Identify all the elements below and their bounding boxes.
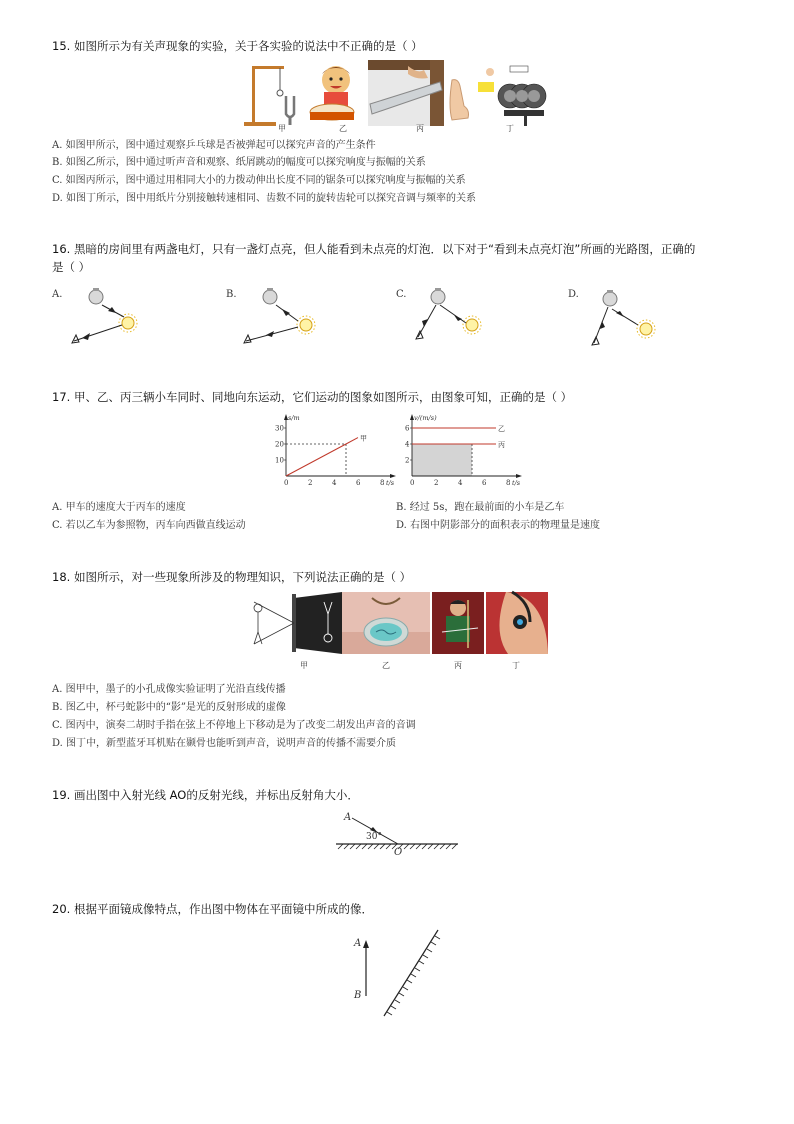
unlit-bulb-icon	[263, 288, 277, 304]
x-axis-label: t/s	[386, 479, 395, 487]
q15-option-b: B. 如图乙所示，图中通过听声音和观察、纸屑跳动的幅度可以探究响度与振幅的关系	[52, 157, 426, 168]
y-tick-label: 20	[275, 440, 284, 449]
hand-image	[446, 76, 476, 122]
q17-option-c: C. 若以乙车为参照物，丙车向西做直线运动	[52, 520, 246, 531]
unlit-bulb-icon	[603, 290, 617, 306]
y-tick-label: 10	[275, 456, 284, 465]
y-tick-label: 2	[405, 456, 410, 465]
series-label: 丙	[498, 441, 505, 449]
q16-option-d-letter: D.	[568, 289, 579, 300]
q18-label-jia: 甲	[300, 661, 308, 670]
q18-label-ding: 丁	[512, 661, 520, 670]
q19-stem: 19. 画出图中入射光线 AO的反射光线，并标出反射角大小．	[52, 788, 359, 802]
lit-bulb-icon	[463, 316, 481, 334]
q16-option-d-diagram	[580, 285, 664, 355]
x-tick-label: 4	[332, 479, 337, 487]
x-tick-label: 0	[284, 479, 289, 487]
y-tick-label: 4	[405, 440, 410, 449]
series-label: 乙	[498, 425, 505, 433]
q15-label-ding: 丁	[506, 124, 514, 133]
q19-figure	[330, 808, 464, 860]
q18-label-bing: 丙	[454, 661, 462, 670]
unlit-bulb-icon	[431, 288, 445, 304]
q15-figure	[240, 58, 558, 134]
q20-figure	[350, 924, 446, 1020]
pinhole-image	[244, 592, 342, 654]
x-tick-label: 2	[434, 479, 439, 487]
series-label: 甲	[360, 434, 367, 443]
q16-diagrams	[52, 285, 742, 355]
q18-option-d: D. 图丁中，新型蓝牙耳机贴在颞骨也能听到声音，说明声音的传播不需要介质	[52, 738, 397, 749]
y-axis-label: s/m	[288, 414, 300, 422]
x-axis-arrow	[516, 474, 522, 478]
q16-option-c-diagram	[406, 285, 490, 351]
x-tick-label: 0	[410, 479, 415, 487]
q15-stem: 15. 如图所示为有关声现象的实验，关于各实验的说法中不正确的是（ ）	[52, 39, 423, 53]
plane-mirror	[384, 930, 438, 1016]
q20-label-a: A	[354, 938, 362, 949]
x-tick-label: 8	[506, 479, 511, 487]
q16-stem-line2: 是（ ）	[52, 260, 91, 274]
y-tick-label: 30	[275, 424, 284, 433]
series-line	[286, 438, 358, 476]
q20-label-b: B	[354, 990, 362, 1001]
q15-label-bing: 丙	[416, 124, 424, 133]
x-tick-label: 6	[482, 479, 487, 487]
q17-option-b: B. 经过 5s，跑在最前面的小车是乙车	[396, 502, 565, 513]
q18-figure	[244, 592, 548, 672]
drum-boy-image	[306, 62, 362, 124]
q15-option-c: C. 如图丙所示，图中通过用相同大小的力拨动伸出长度不同的锯条可以探究响度与振幅的关系	[52, 175, 466, 186]
erhu-player-image	[432, 592, 484, 654]
q17-stem: 17. 甲、乙、丙三辆小车同时、同地向东运动，它们运动的图象如图所示，由图象可知，正确的是（ ）	[52, 390, 573, 404]
q19-label-o: O	[394, 847, 403, 858]
y-axis-label: v/(m/s)	[414, 414, 437, 422]
x-tick-label: 8	[380, 479, 385, 487]
q17-vt-chart	[392, 410, 532, 490]
q18-option-c: C. 图丙中，演奏二胡时手指在弦上不停地上下移动是为了改变二胡发出声音的音调	[52, 720, 416, 731]
shaded-area	[412, 444, 472, 476]
plane-mirror-hatch	[387, 936, 440, 1015]
q19-angle-label: 30°	[366, 832, 382, 842]
lit-bulb-icon	[637, 320, 655, 338]
q16-option-b-letter: B.	[226, 289, 237, 300]
bone-conduction-earphone-image	[486, 592, 548, 654]
q16-option-c-letter: C.	[396, 289, 407, 300]
bow-in-cup-image	[342, 592, 430, 654]
q16-option-a-letter: A.	[52, 289, 63, 300]
q15-option-d: D. 如图丁所示，图中用纸片分别接触转速相同、齿数不同的旋转齿轮可以探究音调与频率的关系	[52, 193, 477, 204]
q20-stem: 20. 根据平面镜成像特点，作出图中物体在平面镜中所成的像．	[52, 902, 373, 916]
q18-option-b: B. 图乙中，杯弓蛇影中的“影”是光的反射形成的虚像	[52, 702, 286, 713]
q16-stem-line1: 16. 黑暗的房间里有两盏电灯，只有一盏灯点亮，但人能看到未点亮的灯泡．以下对于“看到未点亮灯泡”所画的光路图，正确的	[52, 242, 696, 256]
q15-option-a: A. 如图甲所示，图中通过观察乒乓球是否被弹起可以探究声音的产生条件	[52, 140, 376, 151]
saw-blade-table-image	[368, 60, 444, 126]
q17-st-chart	[262, 410, 395, 490]
q18-stem: 18. 如图所示，对一些现象所涉及的物理知识，下列说法正确的是（ ）	[52, 570, 412, 584]
object-arrow-head	[363, 940, 369, 948]
q16-option-a-diagram	[66, 285, 146, 351]
q17-option-d: D. 右图中阴影部分的面积表示的物理量是速度	[396, 520, 601, 531]
rotating-gears-image	[476, 64, 558, 128]
x-axis-label: t/s	[512, 479, 521, 487]
q16-option-b-diagram	[236, 285, 320, 351]
q15-label-jia: 甲	[278, 124, 286, 133]
q19-label-a: A	[344, 812, 352, 823]
q20-plane-mirror-diagram	[350, 924, 446, 1020]
x-tick-label: 6	[356, 479, 361, 487]
q18-label-yi: 乙	[382, 661, 390, 670]
q15-label-yi: 乙	[339, 124, 347, 133]
q17-option-a: A. 甲车的速度大于丙车的速度	[52, 502, 186, 513]
q18-option-a: A. 图甲中，墨子的小孔成像实验证明了光沿直线传播	[52, 684, 286, 695]
tuning-fork-stand-image	[240, 58, 302, 128]
lit-bulb-icon	[297, 316, 315, 334]
x-tick-label: 2	[308, 479, 313, 487]
lit-bulb-icon	[119, 314, 137, 332]
x-tick-label: 4	[458, 479, 463, 487]
unlit-bulb-icon	[89, 288, 103, 304]
y-tick-label: 6	[405, 424, 410, 433]
